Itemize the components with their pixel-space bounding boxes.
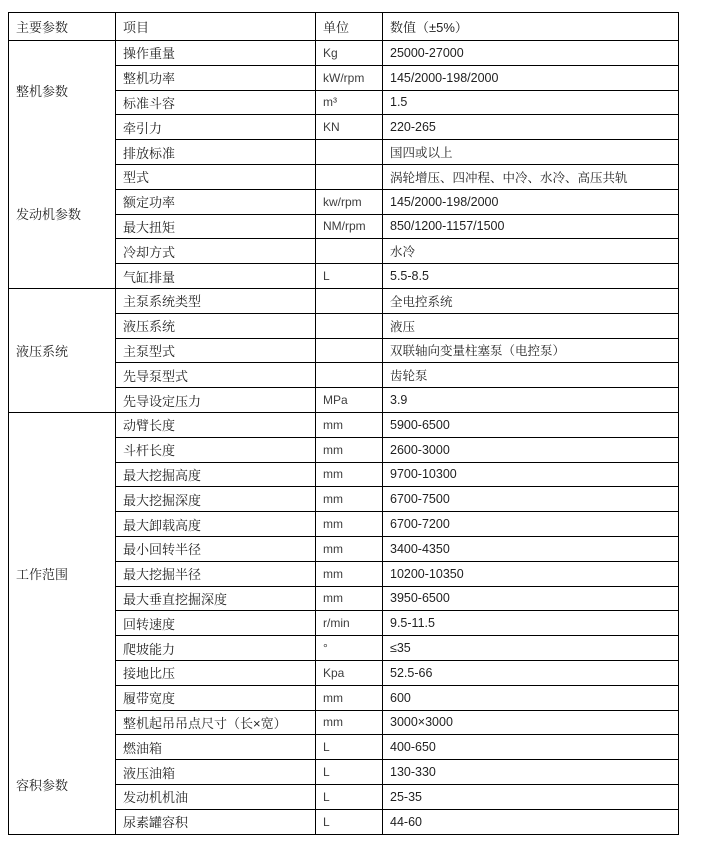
value-cell: 3950-6500 <box>383 586 679 611</box>
unit-cell <box>316 239 383 264</box>
unit-cell: mm <box>316 685 383 710</box>
unit-cell: mm <box>316 412 383 437</box>
column-header-main-param: 主要参数 <box>9 13 116 41</box>
item-cell: 斗杆长度 <box>116 437 316 462</box>
value-cell: 9700-10300 <box>383 462 679 487</box>
item-cell: 主泵型式 <box>116 338 316 363</box>
unit-cell: mm <box>316 536 383 561</box>
group-label-cell: 液压系统 <box>9 288 116 412</box>
table-row <box>9 288 679 313</box>
unit-cell <box>316 288 383 313</box>
table-row <box>9 735 679 760</box>
unit-cell: NM/rpm <box>316 214 383 239</box>
column-header-value: 数值（±5%） <box>383 13 679 41</box>
item-cell: 最小回转半径 <box>116 536 316 561</box>
unit-cell: MPa <box>316 388 383 413</box>
unit-cell: mm <box>316 437 383 462</box>
value-cell: 145/2000-198/2000 <box>383 65 679 90</box>
item-cell: 主泵系统类型 <box>116 288 316 313</box>
group-label-cell: 容积参数 <box>9 735 116 834</box>
item-cell: 最大挖掘高度 <box>116 462 316 487</box>
value-cell: 220-265 <box>383 115 679 140</box>
value-cell: 400-650 <box>383 735 679 760</box>
unit-cell: r/min <box>316 611 383 636</box>
value-cell: 2600-3000 <box>383 437 679 462</box>
item-cell: 整机功率 <box>116 65 316 90</box>
value-cell: 850/1200-1157/1500 <box>383 214 679 239</box>
unit-cell: KN <box>316 115 383 140</box>
value-cell: 全电控系统 <box>383 288 679 313</box>
value-cell: 25-35 <box>383 784 679 809</box>
group-label-cell: 整机参数 <box>9 41 116 140</box>
item-cell: 操作重量 <box>116 41 316 66</box>
unit-cell: L <box>316 264 383 289</box>
table-header <box>9 13 679 41</box>
value-cell: 3400-4350 <box>383 536 679 561</box>
value-cell: 130-330 <box>383 760 679 785</box>
value-cell: 3000×3000 <box>383 710 679 735</box>
item-cell: 最大垂直挖掘深度 <box>116 586 316 611</box>
value-cell: 3.9 <box>383 388 679 413</box>
unit-cell: L <box>316 784 383 809</box>
unit-cell <box>316 363 383 388</box>
unit-cell <box>316 338 383 363</box>
value-cell: 25000-27000 <box>383 41 679 66</box>
unit-cell: L <box>316 809 383 834</box>
unit-cell: mm <box>316 512 383 537</box>
item-cell: 最大挖掘半径 <box>116 561 316 586</box>
item-cell: 液压油箱 <box>116 760 316 785</box>
value-cell: 5900-6500 <box>383 412 679 437</box>
unit-cell: mm <box>316 487 383 512</box>
value-cell: 齿轮泵 <box>383 363 679 388</box>
value-cell: 600 <box>383 685 679 710</box>
table-row <box>9 412 679 437</box>
value-cell: ≤35 <box>383 636 679 661</box>
value-cell: 52.5-66 <box>383 660 679 685</box>
item-cell: 最大挖掘深度 <box>116 487 316 512</box>
unit-cell: ° <box>316 636 383 661</box>
value-cell: 6700-7500 <box>383 487 679 512</box>
item-cell: 燃油箱 <box>116 735 316 760</box>
unit-cell <box>316 140 383 165</box>
item-cell: 型式 <box>116 164 316 189</box>
item-cell: 牵引力 <box>116 115 316 140</box>
unit-cell: mm <box>316 710 383 735</box>
item-cell: 标准斗容 <box>116 90 316 115</box>
unit-cell: m³ <box>316 90 383 115</box>
spec-table <box>8 12 679 835</box>
item-cell: 尿素罐容积 <box>116 809 316 834</box>
item-cell: 接地比压 <box>116 660 316 685</box>
value-cell: 5.5-8.5 <box>383 264 679 289</box>
table-header-row <box>9 13 679 41</box>
item-cell: 排放标准 <box>116 140 316 165</box>
group-label-cell: 工作范围 <box>9 412 116 734</box>
unit-cell: mm <box>316 561 383 586</box>
value-cell: 44-60 <box>383 809 679 834</box>
item-cell: 动臂长度 <box>116 412 316 437</box>
item-cell: 冷却方式 <box>116 239 316 264</box>
table-row <box>9 41 679 66</box>
value-cell: 6700-7200 <box>383 512 679 537</box>
unit-cell: mm <box>316 586 383 611</box>
group-label-cell: 发动机参数 <box>9 140 116 289</box>
item-cell: 爬坡能力 <box>116 636 316 661</box>
unit-cell: Kpa <box>316 660 383 685</box>
item-cell: 最大卸载高度 <box>116 512 316 537</box>
table-body <box>9 41 679 835</box>
unit-cell: mm <box>316 462 383 487</box>
value-cell: 9.5-11.5 <box>383 611 679 636</box>
value-cell: 145/2000-198/2000 <box>383 189 679 214</box>
unit-cell: kw/rpm <box>316 189 383 214</box>
unit-cell <box>316 313 383 338</box>
table-row <box>9 140 679 165</box>
unit-cell: L <box>316 760 383 785</box>
item-cell: 额定功率 <box>116 189 316 214</box>
item-cell: 先导设定压力 <box>116 388 316 413</box>
item-cell: 最大扭矩 <box>116 214 316 239</box>
value-cell: 10200-10350 <box>383 561 679 586</box>
item-cell: 先导泵型式 <box>116 363 316 388</box>
value-cell: 涡轮增压、四冲程、中冷、水冷、高压共轨 <box>383 164 679 189</box>
item-cell: 液压系统 <box>116 313 316 338</box>
unit-cell: Kg <box>316 41 383 66</box>
item-cell: 整机起吊吊点尺寸（长×宽） <box>116 710 316 735</box>
value-cell: 液压 <box>383 313 679 338</box>
value-cell: 1.5 <box>383 90 679 115</box>
item-cell: 气缸排量 <box>116 264 316 289</box>
column-header-unit: 单位 <box>316 13 383 41</box>
item-cell: 履带宽度 <box>116 685 316 710</box>
value-cell: 国四或以上 <box>383 140 679 165</box>
value-cell: 双联轴向变量柱塞泵（电控泵） <box>383 338 679 363</box>
unit-cell: L <box>316 735 383 760</box>
item-cell: 发动机机油 <box>116 784 316 809</box>
value-cell: 水冷 <box>383 239 679 264</box>
column-header-item: 项目 <box>116 13 316 41</box>
unit-cell: kW/rpm <box>316 65 383 90</box>
item-cell: 回转速度 <box>116 611 316 636</box>
unit-cell <box>316 164 383 189</box>
